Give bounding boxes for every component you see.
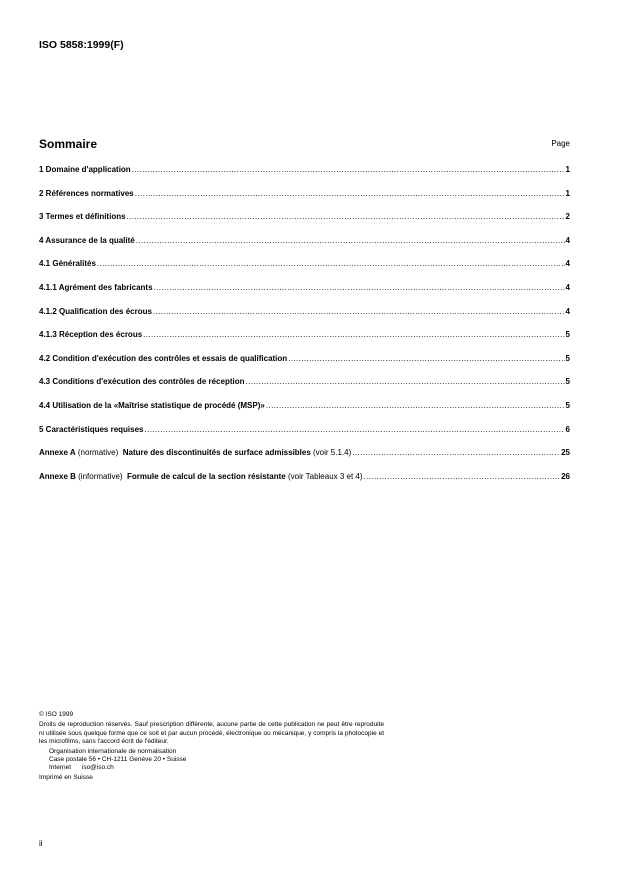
toc-entry[interactable]: [39, 472, 570, 496]
toc-leader-dots: [135, 189, 565, 199]
toc-entry-text: Nature des discontinuités de surface admissibles: [122, 448, 311, 458]
toc-leader-dots: [288, 354, 564, 364]
toc-entry[interactable]: [39, 448, 570, 472]
toc-page-number: 1: [565, 188, 570, 198]
toc-page-number: 4: [565, 282, 570, 292]
toc-entry-text: (voir Tableaux 3 et 4): [285, 471, 363, 481]
copyright-notice: [39, 711, 384, 782]
toc-leader-dots: [154, 283, 565, 293]
toc-page-number: 26: [561, 471, 570, 481]
toc-entry[interactable]: [39, 425, 570, 449]
toc-leader-dots: [364, 472, 561, 482]
toc-entry-text: 4.1 Généralités: [39, 259, 96, 269]
toc-page-number: 6: [565, 424, 570, 434]
toc-page-number: 5: [565, 330, 570, 340]
toc-entry-text: 5 Caractéristiques requises: [39, 424, 144, 434]
toc-leader-dots: [97, 259, 565, 269]
toc-entry[interactable]: [39, 283, 570, 307]
toc-page-number: 4: [565, 235, 570, 245]
toc-page-number: 1: [565, 165, 570, 174]
page-number: ii: [39, 839, 43, 848]
toc-leader-dots: [246, 377, 565, 387]
copyright-line: © ISO 1999: [39, 711, 74, 718]
toc-leader-dots: [127, 212, 565, 222]
toc-page-number: 5: [565, 353, 570, 363]
toc-entry[interactable]: [39, 307, 570, 331]
toc-leader-dots: [132, 165, 565, 175]
toc-entry-text: (normative): [75, 448, 123, 458]
toc-entry[interactable]: [39, 354, 570, 378]
toc-entry-text: 2 Références normatives: [39, 188, 134, 198]
toc-entry[interactable]: [39, 377, 570, 401]
toc-page-number: 5: [565, 400, 570, 410]
toc-entry-text: (voir 5.1.4): [310, 448, 352, 458]
toc-entry-text: Formule de calcul de la section résistante: [127, 471, 286, 481]
toc-entry[interactable]: [39, 212, 570, 236]
toc-heading: [39, 135, 570, 153]
reproduction-rights: Droits de reproduction réservés. Sauf prescription différente, aucune partie de cette publication ne peut être reproduite ni utilisée sous quelque forme que ce soit et par aucun procédé, électronique ou mécanique, y compris la photocopie et les microfilms, sans l'accord écrit de l'éditeur.: [39, 721, 384, 746]
toc-leader-dots: [352, 448, 560, 458]
toc-entry-text: 1 Domaine d'application: [39, 165, 131, 174]
toc-page-number: 2: [565, 212, 570, 222]
toc-entry-text: 4.1.2 Qualification des écrous: [39, 306, 152, 316]
toc-page-number: 4: [565, 306, 570, 316]
iso-address: [39, 748, 384, 773]
toc-entry-text: 4.4 Utilisation de la «Maîtrise statistique de procédé (MSP)»: [39, 400, 265, 410]
toc-entry-text: (informative): [75, 471, 128, 481]
printed-in: Imprimé en Suisse: [39, 773, 93, 781]
toc-entry[interactable]: [39, 165, 570, 189]
postal-address: Case postale 56 • CH-1211 Genève 20 • Suisse: [49, 756, 187, 764]
toc-page-number: 4: [565, 259, 570, 269]
toc-page-number: 25: [561, 448, 570, 458]
internet-contact: Internet iso@iso.ch: [49, 764, 114, 772]
toc-entry-text: Annexe B: [39, 471, 76, 481]
toc-entry-text: 4.3 Conditions d'exécution des contrôles de réception: [39, 377, 245, 387]
toc-entry-text: 4.1.3 Réception des écrous: [39, 330, 143, 340]
toc-entry-text: 3 Termes et définitions: [39, 212, 126, 222]
document-id: ISO 5858:1999(F): [39, 39, 124, 51]
toc-entry[interactable]: [39, 330, 570, 354]
toc-entry[interactable]: [39, 259, 570, 283]
toc-entry-text: 4.1.1 Agrément des fabricants: [39, 282, 153, 292]
toc-page-column-label: Page: [551, 139, 570, 148]
toc-entry-text: 4.2 Condition d'exécution des contrôles et essais de qualification: [39, 353, 288, 363]
toc-leader-dots: [153, 307, 565, 317]
toc-entry-text: 4 Assurance de la qualité: [39, 235, 135, 245]
toc-entry[interactable]: [39, 401, 570, 425]
toc-page-number: 5: [565, 377, 570, 387]
toc-leader-dots: [145, 425, 565, 435]
toc-leader-dots: [266, 401, 565, 411]
toc-entry-text: Annexe A: [39, 448, 76, 458]
toc-leader-dots: [143, 330, 564, 340]
table-of-contents: [39, 165, 570, 495]
toc-leader-dots: [136, 236, 565, 246]
toc-entry[interactable]: [39, 236, 570, 260]
toc-entry[interactable]: [39, 189, 570, 213]
toc-title: Sommaire: [39, 137, 98, 151]
org-name: Organisation internationale de normalisation: [49, 747, 177, 755]
